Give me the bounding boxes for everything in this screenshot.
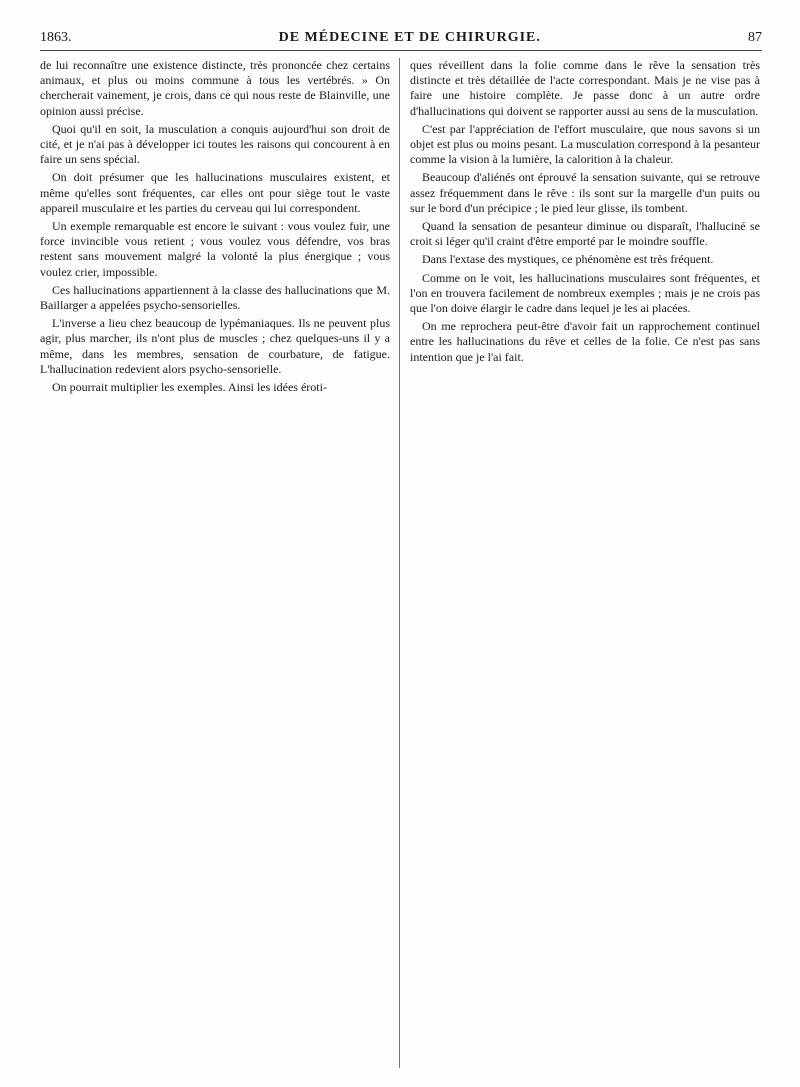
page-number: 87	[748, 30, 762, 45]
running-header	[40, 26, 762, 51]
paragraph: Quoi qu'il en soit, la musculation a conquis aujourd'hui son droit de cité, et je n'ai pas à développer ici toutes les raisons qui concourent à en faire un sens spécial.	[40, 121, 390, 167]
paragraph: Ces hallucinations appartiennent à la classe des hallucinations que M. Baillarger a appelées psycho-sensorielles.	[40, 282, 390, 313]
column-divider	[399, 58, 400, 1068]
paragraph: L'inverse a lieu chez beaucoup de lypémaniaques. Ils ne peuvent plus agir, plus marcher, ils n'ont plus de muscles ; chez quelques-uns il y a même, dans les membres, sensation de courbature, de fatigue. L'hallucination redevient alors psycho-sensorielle.	[40, 316, 390, 376]
paragraph: C'est par l'appréciation de l'effort musculaire, que nous savons si un objet est plus ou moins pesant. La musculation correspond à la pesanteur comme la vision à la lumière, la calorition à la chaleur.	[410, 121, 760, 167]
paragraph: Dans l'extase des mystiques, ce phénomène est très fréquent.	[422, 252, 714, 267]
left-column	[40, 58, 390, 398]
paragraph: Quand la sensation de pesanteur diminue ou disparaît, l'halluciné se croit si léger qu'il craint d'être emporté par le moindre souffle.	[410, 219, 760, 249]
header-year: 1863.	[40, 30, 72, 45]
paragraph: ques réveillent dans la folie comme dans le rêve la sensation très distincte et très détaillée de l'acte correspondant. Mais je ne vise pas à faire une histoire complète. Je passe donc à un autre ordre d'hallucinations qui doivent se rapporter aussi au sens de la musculation.	[410, 58, 760, 118]
paragraph: Comme on le voit, les hallucinations musculaires sont fréquentes, et l'on en trouvera facilement de nombreux exemples ; mais je ne crois pas que l'on doive élargir le cadre dans lequel je les ai placées.	[410, 270, 760, 316]
right-column	[410, 58, 760, 368]
paragraph: On doit présumer que les hallucinations musculaires existent, et même qu'elles sont fréquentes, car elles ont pour siège tout le vaste appareil musculaire et les parties du cerveau qui lui correspondent.	[40, 170, 390, 215]
paragraph: Un exemple remarquable est encore le suivant : vous voulez fuir, une force invincible vous retient ; vous voulez vous défendre, vos bras restent sans mouvement malgré la volonté la plus énergique ; vous voulez crier, impossible.	[40, 219, 390, 279]
paragraph: de lui reconnaître une existence distincte, très prononcée chez certains animaux, et plus ou moins commune à tous les vertébrés. » On chercherait vainement, je crois, dans ce qui nous reste de Blainville, une opinion aussi précise.	[40, 58, 390, 118]
paragraph: On me reprochera peut-être d'avoir fait un rapprochement continuel entre les hallucinations du rêve et celles de la folie. Ce n'est pas sans intention que je l'ai fait.	[410, 319, 760, 364]
paragraph: On pourrait multiplier les exemples. Ainsi les idées éroti-	[52, 380, 327, 395]
paragraph: Beaucoup d'aliénés ont éprouvé la sensation suivante, qui se retrouve assez fréquemment dans le rêve : ils sont sur la margelle d'un puits ou sur le bord d'un précipice ; le pied leur glisse, ils tombent.	[410, 170, 760, 215]
journal-title: DE MÉDECINE ET DE CHIRURGIE.	[278, 30, 541, 45]
